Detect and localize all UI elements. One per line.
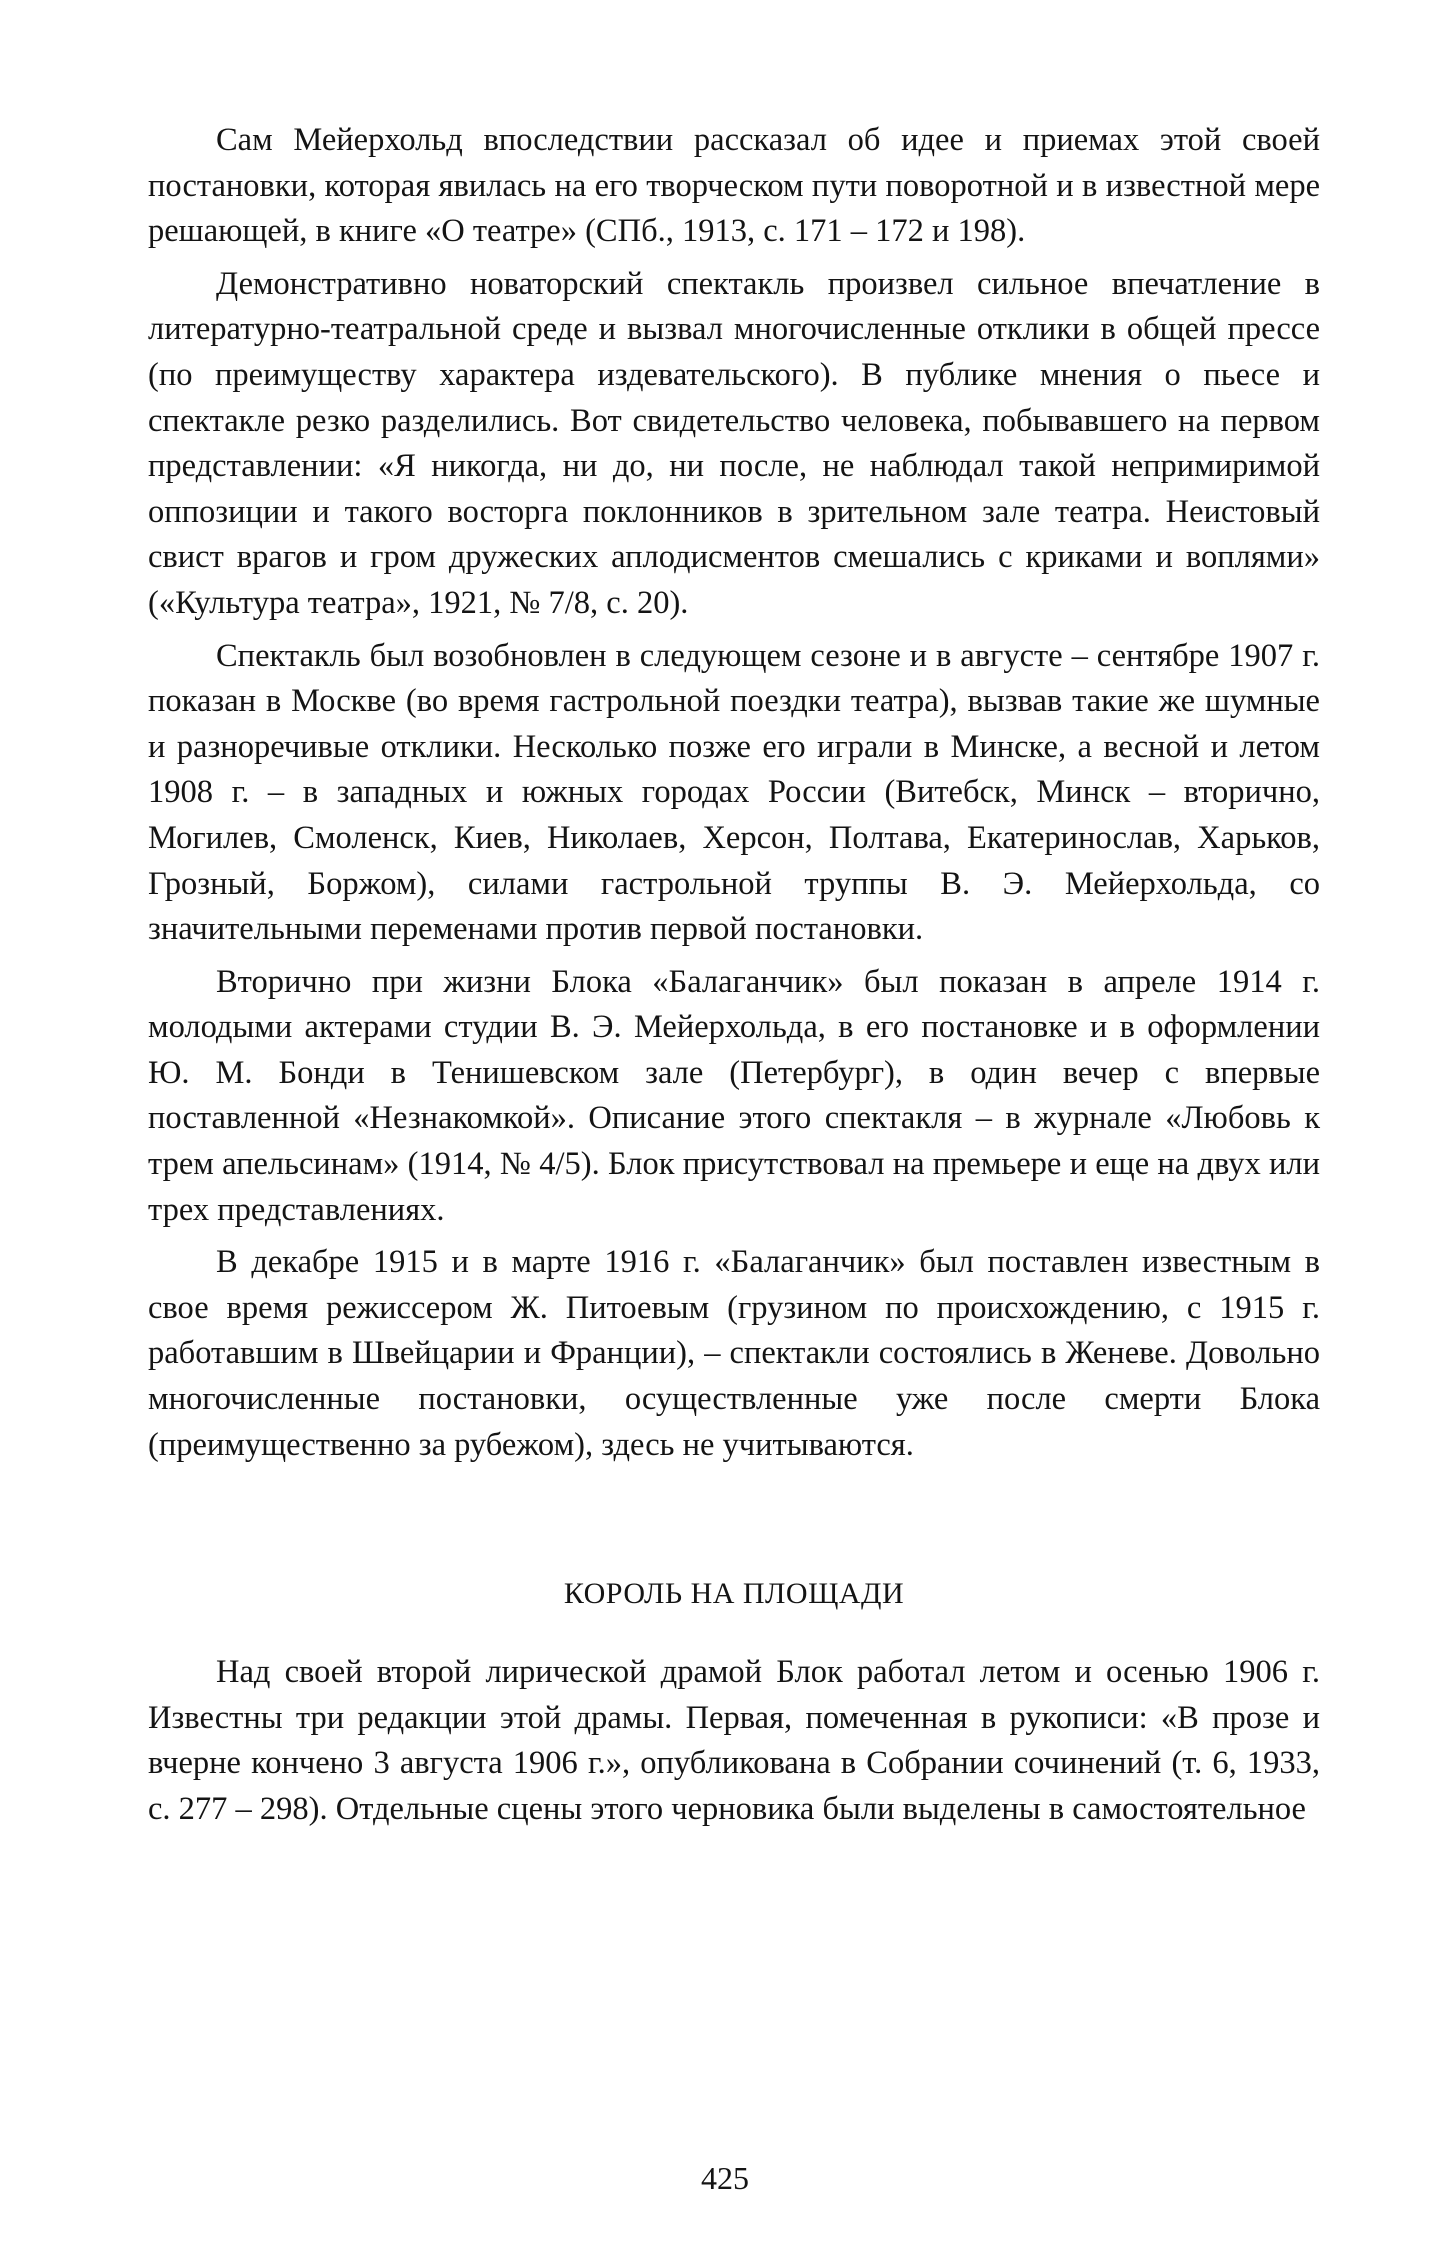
page-number: 425 [701, 2160, 749, 2196]
body-paragraph: Демонстративно новаторский спектакль произвел сильное впечатление в литературно-театральной среде и вызвал многочисленные отклики в общей прессе (по преимуществу характера издевательского). В публике мнения о пьесе и спектакле резко разделились. Вот свидетельство человека, побывавшего на первом представлении: «Я никогда, ни до, ни после, не наблюдал такой непримиримой оппозиции и такого восторга поклонников в зрительном зале театра. Неистовый свист врагов и гром дружеских аплодисментов смешались с криками и воплями» («Культура театра», 1921, № 7/8, с. 20). [148, 265, 1320, 621]
body-paragraph: Сам Мейерхольд впоследствии рассказал об идее и приемах этой своей постановки, которая явилась на его творческом пути поворотной и в известной мере решающей, в книге «О театре» (СПб., 1913, с. 171 – 172 и 198). [148, 122, 1320, 250]
page-body [148, 118, 1320, 1840]
section-heading: КОРОЛЬ НА ПЛОЩАДИ [563, 1577, 905, 1611]
body-paragraph: Спектакль был возобновлен в следующем сезоне и в августе – сентябре 1907 г. показан в Москве (во время гастрольной поездки театра), вызвав такие же шумные и разноречивые отклики. Несколько позже его играли в Минске, а весной и летом 1908 г. – в западных и южных городах России (Витебск, Минск – вторично, Могилев, Смоленск, Киев, Николаев, Херсон, Полтава, Екатеринослав, Харьков, Грозный, Боржом), силами гастрольной труппы В. Э. Мейерхольда, со значительными переменами против первой постановки. [148, 637, 1320, 948]
body-paragraph: Вторично при жизни Блока «Балаганчик» был показан в апреле 1914 г. молодыми актерами студии В. Э. Мейерхольда, в его постановке и в оформлении Ю. М. Бонди в Тенишевском зале (Петербург), в один вечер с впервые поставленной «Незнакомкой». Описание этого спектакля – в журнале «Любовь к трем апельсинам» (1914, № 4/5). Блок присутствовал на премьере и еще на двух или трех представлениях. [148, 963, 1320, 1228]
body-paragraph: В декабре 1915 и в марте 1916 г. «Балаганчик» был поставлен известным в свое время режиссером Ж. Питоевым (грузином по происхождению, с 1915 г. работавшим в Швейцарии и Франции), – спектакли состоялись в Женеве. Довольно многочисленные постановки, осуществленные уже после смерти Блока (преимущественно за рубежом), здесь не учитываются. [148, 1244, 1320, 1463]
body-paragraph: Над своей второй лирической драмой Блок работал летом и осенью 1906 г. Известны три редакции этой драмы. Первая, помеченная в рукописи: «В прозе и вчерне кончено 3 августа 1906 г.», опубликована в Собрании сочинений (т. 6, 1933, с. 277 – 298). Отдельные сцены этого черновика были выделены в самостоятельное [148, 1654, 1320, 1827]
